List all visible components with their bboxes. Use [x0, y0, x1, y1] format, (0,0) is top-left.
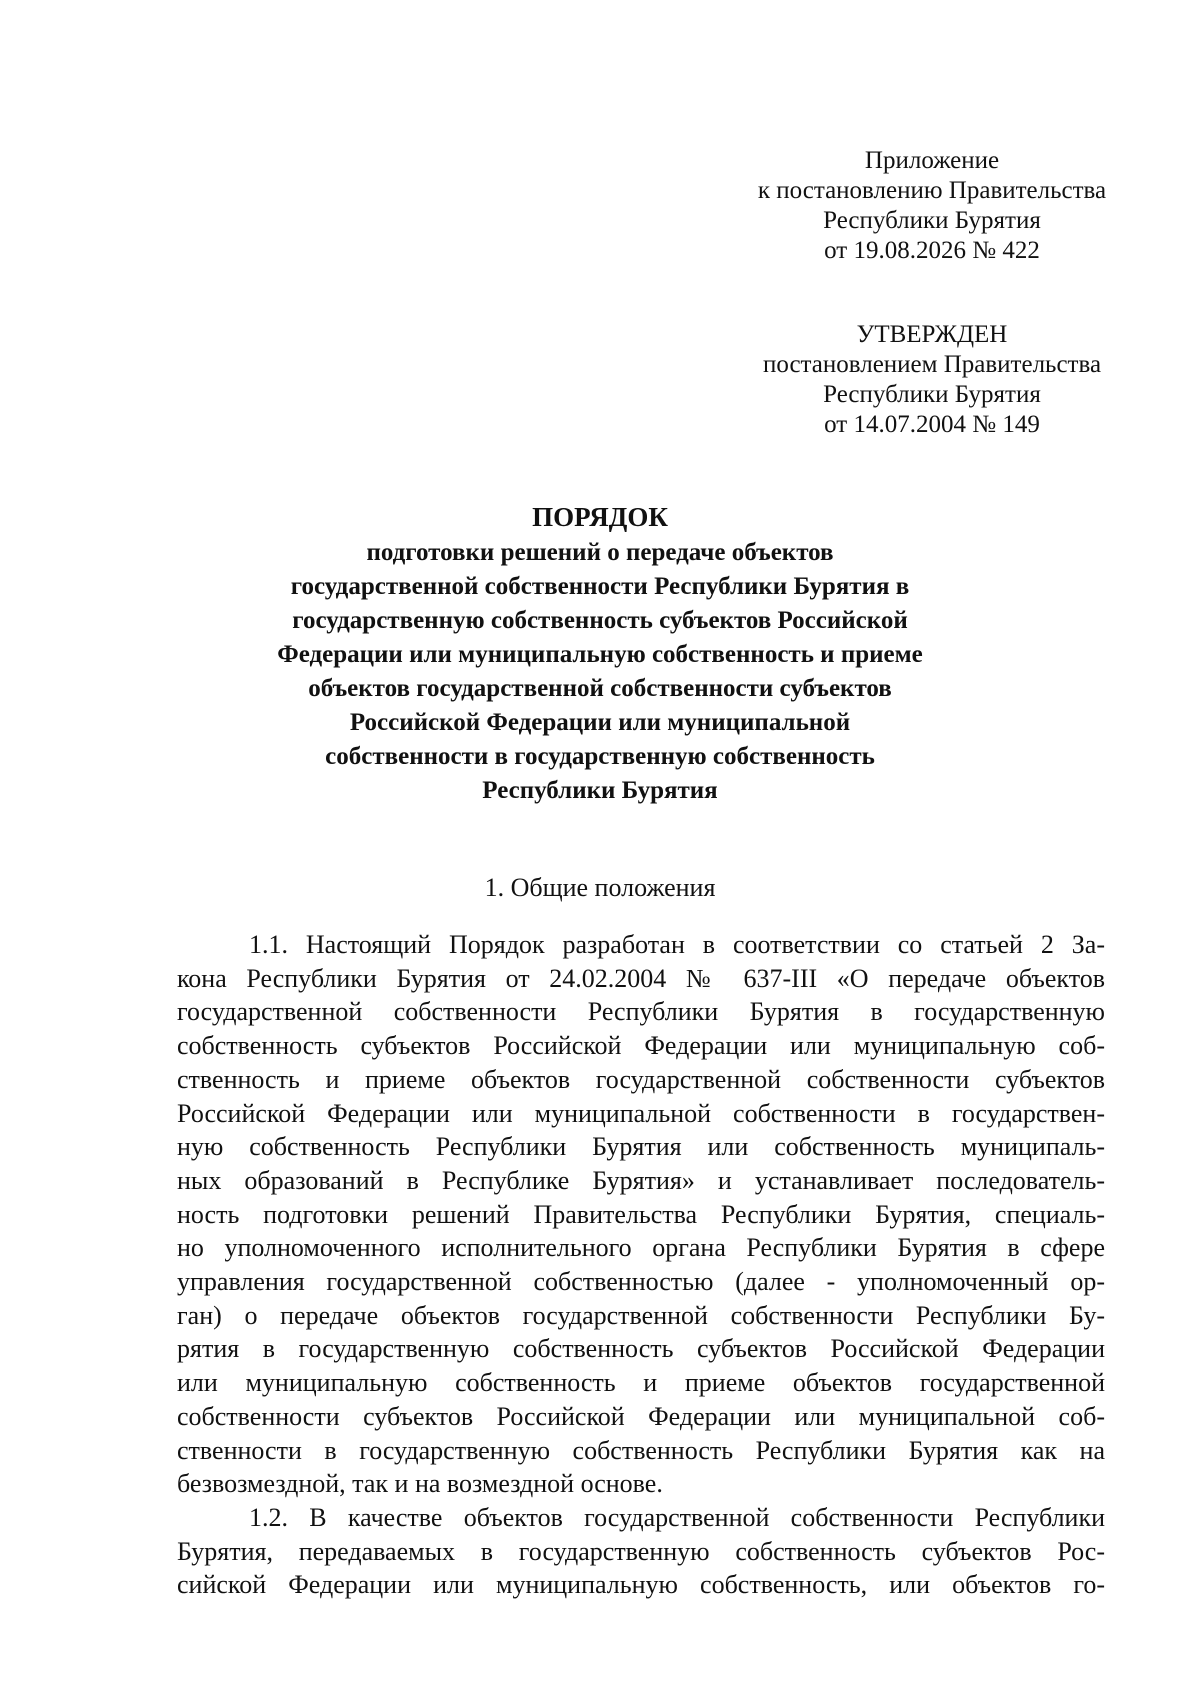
title-main: ПОРЯДОК [532, 502, 668, 532]
title-line: собственности в государственную собственность [325, 743, 875, 770]
title-line: Республики Бурятия [482, 777, 718, 804]
approved-line: постановлением Правительства [762, 351, 1102, 378]
text-line: государственной собственности Республики Бурятия в государственную [177, 997, 1105, 1027]
title-line: государственную собственность субъектов Российской [292, 607, 908, 634]
paragraph-1-2 [177, 1501, 1105, 1602]
document-title [200, 500, 1000, 808]
approved-line: Республики Бурятия [823, 381, 1041, 408]
text-line: или муниципальную собственность и приеме объектов государственной [177, 1368, 1105, 1398]
text-line: собственность субъектов Российской Федерации или муниципальную соб- [177, 1031, 1105, 1061]
text-line: ную собственность Республики Бурятия или собственность муниципаль- [177, 1132, 1105, 1162]
title-line: Федерации или муниципальную собственность и приеме [277, 641, 923, 668]
text-line: рятия в государственную собственность субъектов Российской Федерации [177, 1334, 1105, 1364]
title-line: объектов государственной собственности субъектов [308, 675, 892, 702]
text-line: сийской Федерации или муниципальную собственность, или объектов го- [177, 1570, 1105, 1600]
text-line: кона Республики Бурятия от 24.02.2004 № 637-III «О передаче объектов [177, 963, 1105, 993]
text-line: 1.1. Настоящий Порядок разработан в соответствии со статьей 2 За- [249, 930, 1105, 959]
title-line: государственной собственности Республики Бурятия в [290, 573, 910, 600]
appendix-line: Приложение [864, 147, 1000, 174]
text-line: Бурятия, передаваемых в государственную собственность субъектов Рос- [177, 1536, 1105, 1566]
text-line: ных образований в Республике Бурятия» и устанавливает последователь- [177, 1165, 1105, 1195]
title-line: подготовки решений о передаче объектов [366, 539, 834, 566]
body-text [177, 928, 1105, 1602]
appendix-line: Республики Бурятия [823, 207, 1041, 234]
text-line: Российской Федерации или муниципальной собственности в государствен- [177, 1098, 1105, 1128]
text-line: ган) о передаче объектов государственной собственности Республики Бу- [177, 1300, 1105, 1330]
appendix-line: от 19.08.2026 № 422 [824, 237, 1040, 264]
text-line: 1.2. В качестве объектов государственной собственности Республики [249, 1502, 1105, 1532]
section-heading: 1. Общие положения [484, 873, 716, 902]
text-line: собственности субъектов Российской Федерации или муниципальной соб- [177, 1401, 1105, 1431]
text-line: ственности в государственную собственность Республики Бурятия как на [177, 1435, 1105, 1465]
title-line: Российской Федерации или муниципальной [349, 709, 851, 736]
appendix-block [752, 146, 1112, 266]
approved-line: УТВЕРЖДЕН [856, 321, 1008, 348]
approved-line: от 14.07.2004 № 149 [824, 411, 1040, 438]
appendix-line: к постановлению Правительства [757, 177, 1107, 204]
paragraph-1-1 [177, 928, 1105, 1501]
text-line: безвозмездной, так и на возмездной основе. [177, 1469, 663, 1499]
text-line: но уполномоченного исполнительного органа Республики Бурятия в сфере [177, 1233, 1105, 1263]
text-line: ность подготовки решений Правительства Республики Бурятия, специаль- [177, 1199, 1105, 1229]
approved-block [752, 320, 1112, 440]
text-line: ственность и приеме объектов государственной собственности субъектов [177, 1064, 1105, 1094]
text-line: управления государственной собственностью (далее - уполномоченный ор- [177, 1267, 1105, 1297]
